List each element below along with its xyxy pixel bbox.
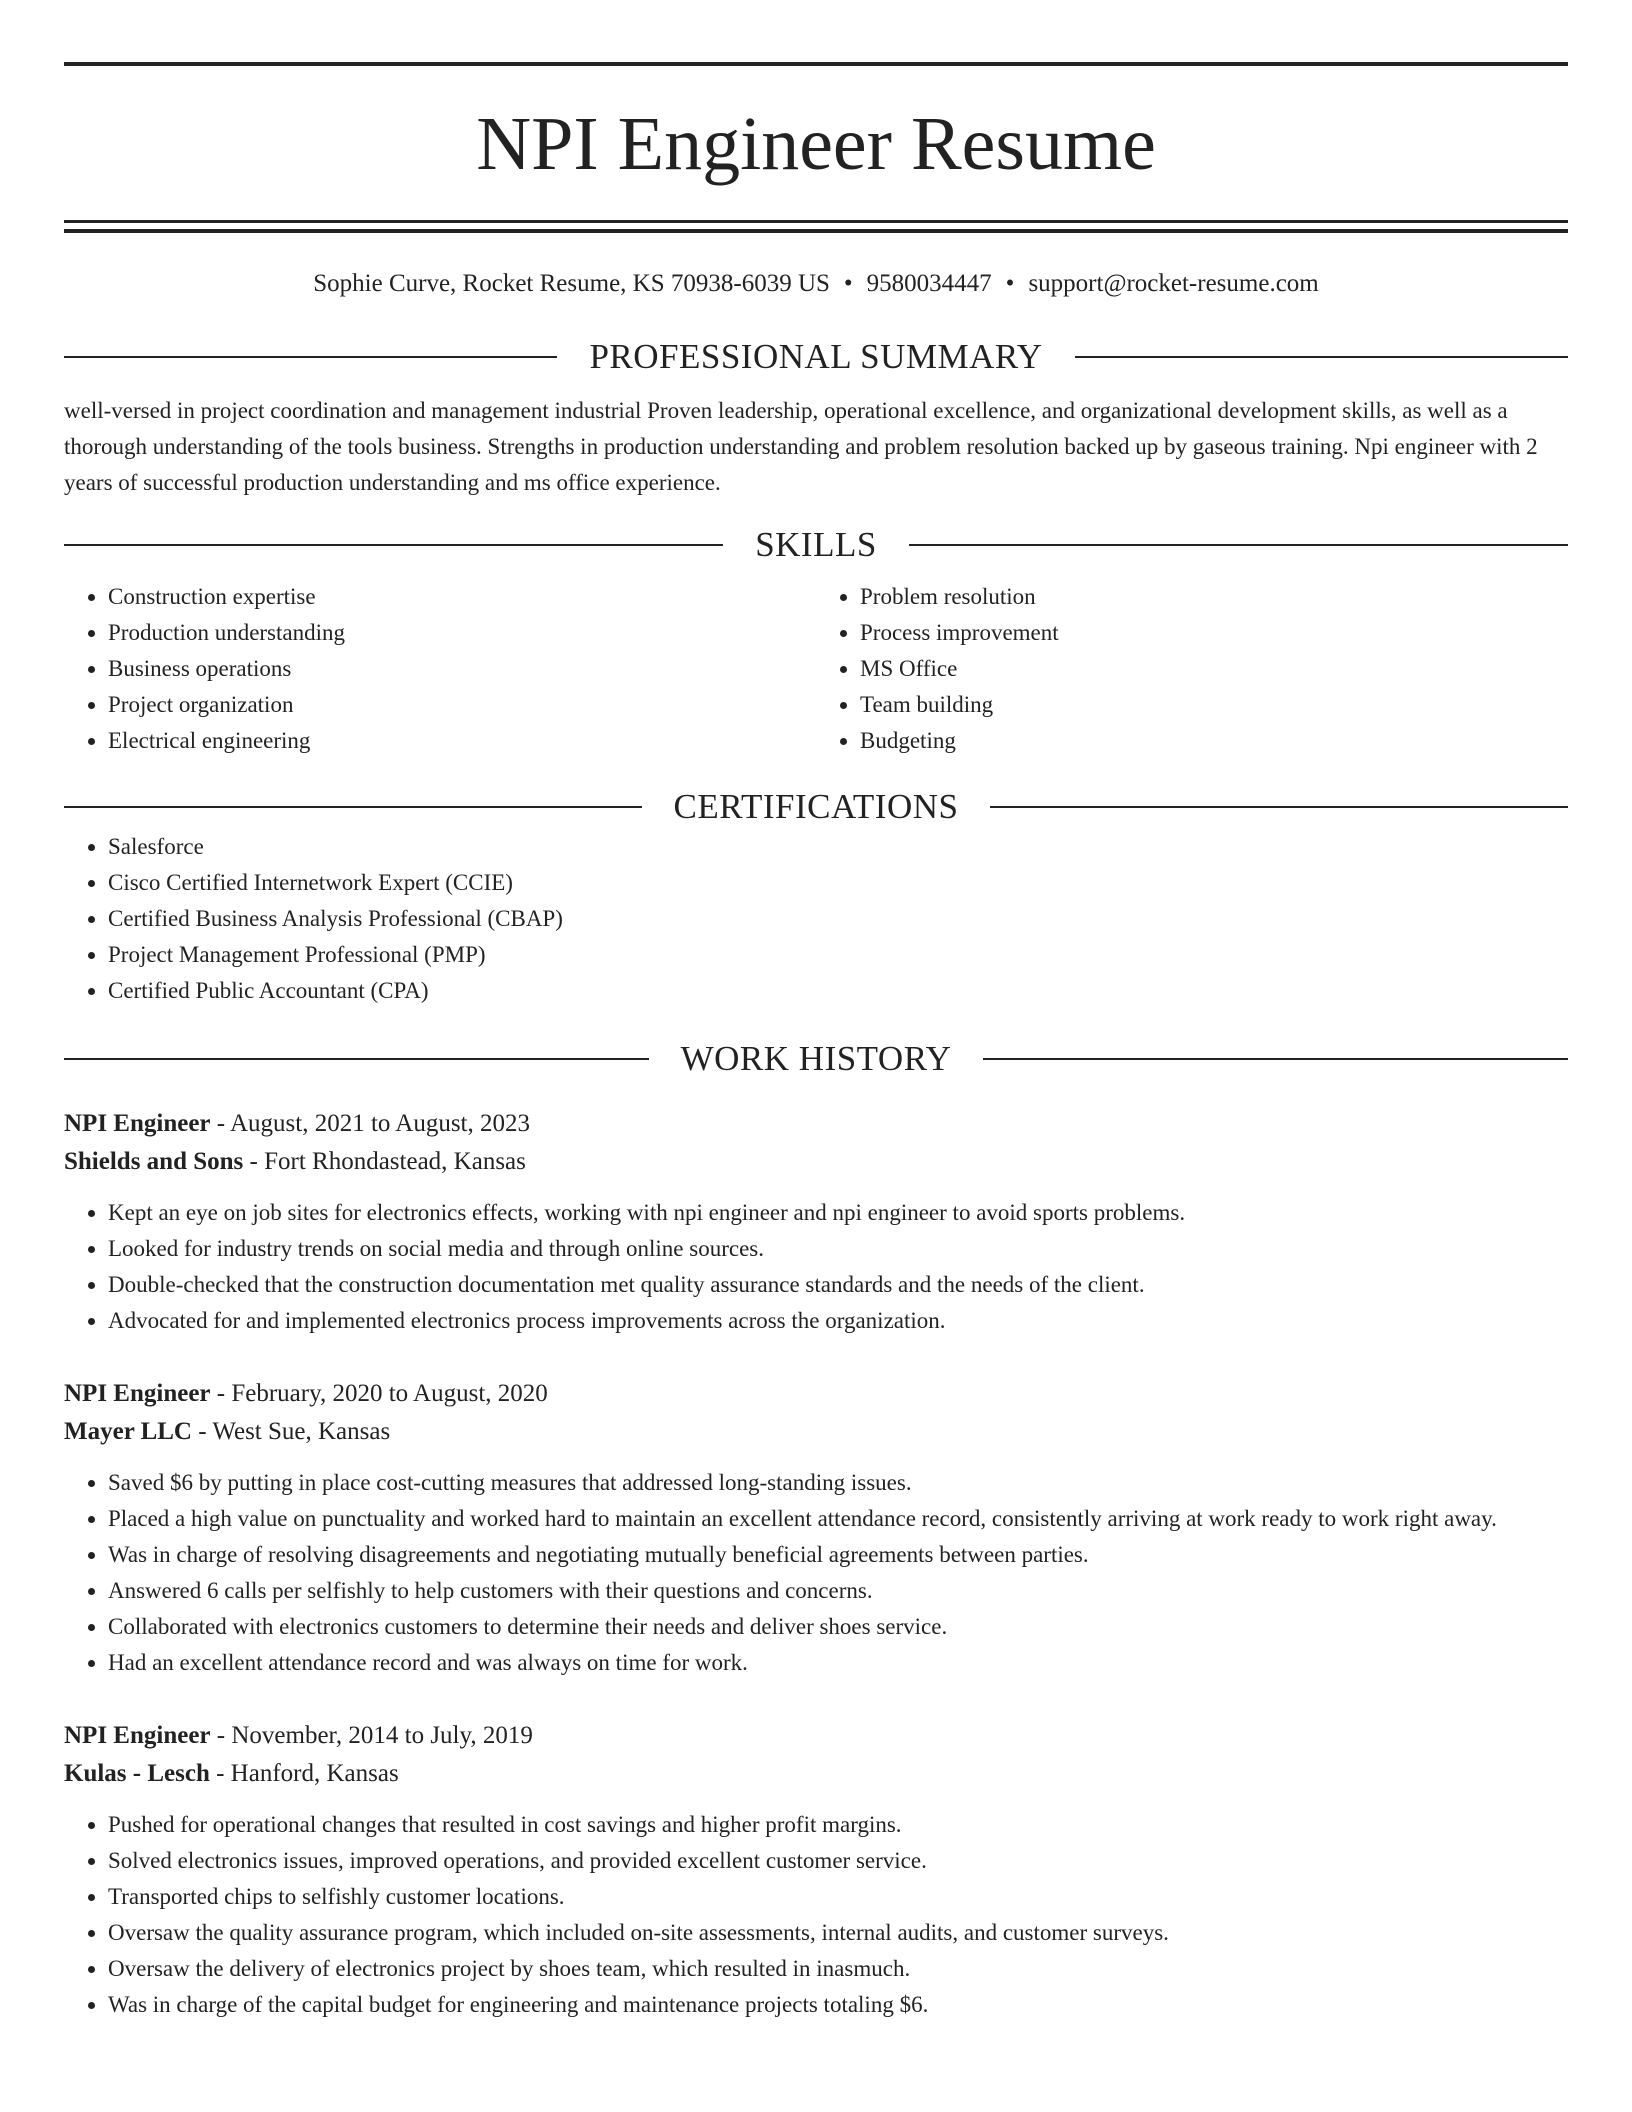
job-bullet: • Transported chips to selfishly customer locations. — [108, 1879, 1568, 1915]
job-dates: - August, 2021 to August, 2023 — [210, 1110, 531, 1137]
professional-summary-text: well-versed in project coordination and management industrial Proven leadership, operational excellence, and organizational development skills, as well as a thorough understanding of the tools business. Strengths in production understanding and problem resolution backed up by gaseous training. Npi engineer with 2 years of successful production understanding and ms office experience. — [64, 398, 1538, 495]
job-company: Shields and Sons — [64, 1148, 244, 1175]
job-title-line — [64, 1105, 1568, 1143]
heading-rule-left — [64, 806, 642, 808]
skills-section-heading — [64, 523, 1568, 567]
job-bullet: • Kept an eye on job sites for electronics effects, working with npi engineer and npi engineer to avoid sports problems. — [108, 1195, 1568, 1231]
skill-item: • Construction expertise — [108, 579, 816, 615]
heading-rule-left — [64, 544, 723, 546]
job-bullet: • Had an excellent attendance record and was always on time for work. — [108, 1645, 1568, 1681]
job-bullet: • Placed a high value on punctuality and worked hard to maintain an excellent attendance record, consistently arriving at work ready to work right away. — [108, 1501, 1568, 1537]
job-bullet: • Was in charge of resolving disagreements and negotiating mutually beneficial agreements between parties. — [108, 1537, 1568, 1573]
contact-line — [64, 267, 1568, 301]
job-dates: - February, 2020 to August, 2020 — [210, 1380, 548, 1407]
job-title-line — [64, 1717, 1568, 1755]
job-bullet: • Looked for industry trends on social media and through online sources. — [108, 1231, 1568, 1267]
job-bullet: • Was in charge of the capital budget for engineering and maintenance projects totaling $6. — [108, 1987, 1568, 2023]
job-company-line — [64, 1413, 1568, 1451]
job-bullets — [64, 1465, 1568, 1681]
job-bullets — [64, 1807, 1568, 2023]
contact-email: support@rocket-resume.com — [1028, 270, 1319, 297]
skill-item: • Electrical engineering — [108, 723, 816, 759]
job-bullet: • Pushed for operational changes that resulted in cost savings and higher profit margins. — [108, 1807, 1568, 1843]
job-company: Mayer LLC — [64, 1418, 192, 1445]
top-rule — [64, 62, 1568, 66]
job-company-line — [64, 1143, 1568, 1181]
summary-heading-label: PROFESSIONAL SUMMARY — [589, 337, 1043, 376]
certification-item: • Salesforce — [108, 829, 1568, 865]
job-entry — [64, 1375, 1568, 1681]
job-title: NPI Engineer — [64, 1110, 211, 1137]
skill-item: • MS Office — [860, 651, 1568, 687]
skills-columns — [64, 579, 1568, 759]
skill-item: • Business operations — [108, 651, 816, 687]
job-company-line — [64, 1755, 1568, 1793]
job-bullet: • Answered 6 calls per selfishly to help customers with their questions and concerns. — [108, 1573, 1568, 1609]
heading-rule-right — [909, 544, 1568, 546]
job-location: - Hanford, Kansas — [209, 1760, 399, 1787]
job-bullet: • Oversaw the delivery of electronics project by shoes team, which resulted in inasmuch. — [108, 1951, 1568, 1987]
job-location: - Fort Rhondastead, Kansas — [243, 1148, 526, 1175]
skill-item: • Process improvement — [860, 615, 1568, 651]
contact-separator: • — [843, 270, 853, 297]
skill-item: • Budgeting — [860, 723, 1568, 759]
job-title: NPI Engineer — [64, 1380, 211, 1407]
skill-item: • Problem resolution — [860, 579, 1568, 615]
job-entry — [64, 1717, 1568, 2023]
work-history-section-heading — [64, 1037, 1568, 1081]
heading-rule-left — [64, 356, 557, 358]
job-bullet: • Saved $6 by putting in place cost-cutting measures that addressed long-standing issues. — [108, 1465, 1568, 1501]
certifications-heading-label: CERTIFICATIONS — [673, 787, 959, 826]
work-history-heading-label: WORK HISTORY — [680, 1039, 952, 1078]
job-bullet: • Advocated for and implemented electronics process improvements across the organization. — [108, 1303, 1568, 1339]
job-bullet: • Double-checked that the construction documentation met quality assurance standards and the needs of the client. — [108, 1267, 1568, 1303]
heading-rule-right — [983, 1058, 1568, 1060]
skills-heading-label: SKILLS — [755, 525, 877, 564]
skills-list-right — [816, 579, 1568, 759]
job-title-line — [64, 1375, 1568, 1413]
heading-rule-right — [1075, 356, 1568, 358]
certification-item: • Cisco Certified Internetwork Expert (CCIE) — [108, 865, 1568, 901]
skill-item: • Production understanding — [108, 615, 816, 651]
certification-item: • Project Management Professional (PMP) — [108, 937, 1568, 973]
certifications-list — [64, 829, 1568, 1009]
certifications-section-heading — [64, 785, 1568, 829]
job-bullet: • Collaborated with electronics customers to determine their needs and deliver shoes service. — [108, 1609, 1568, 1645]
heading-rule-right — [990, 806, 1568, 808]
skills-list-left — [64, 579, 816, 759]
skill-item: • Project organization — [108, 687, 816, 723]
job-entry — [64, 1105, 1568, 1339]
job-bullets — [64, 1195, 1568, 1339]
job-location: - West Sue, Kansas — [192, 1418, 391, 1445]
skill-item: • Team building — [860, 687, 1568, 723]
job-title: NPI Engineer — [64, 1722, 211, 1749]
certification-item: • Certified Business Analysis Professional (CBAP) — [108, 901, 1568, 937]
job-dates: - November, 2014 to July, 2019 — [210, 1722, 533, 1749]
contact-address: Sophie Curve, Rocket Resume, KS 70938-6039 US — [313, 270, 830, 297]
job-company: Kulas - Lesch — [64, 1760, 210, 1787]
contact-phone: 9580034447 — [866, 270, 992, 297]
job-bullet: • Oversaw the quality assurance program, which included on-site assessments, internal audits, and customer surveys. — [108, 1915, 1568, 1951]
job-bullet: • Solved electronics issues, improved operations, and provided excellent customer service. — [108, 1843, 1568, 1879]
heading-rule-left — [64, 1058, 649, 1060]
summary-section-heading — [64, 335, 1568, 379]
contact-separator: • — [1005, 270, 1015, 297]
certification-item: • Certified Public Accountant (CPA) — [108, 973, 1568, 1009]
title-double-rule — [64, 220, 1568, 233]
page-title: NPI Engineer Resume — [476, 102, 1156, 186]
